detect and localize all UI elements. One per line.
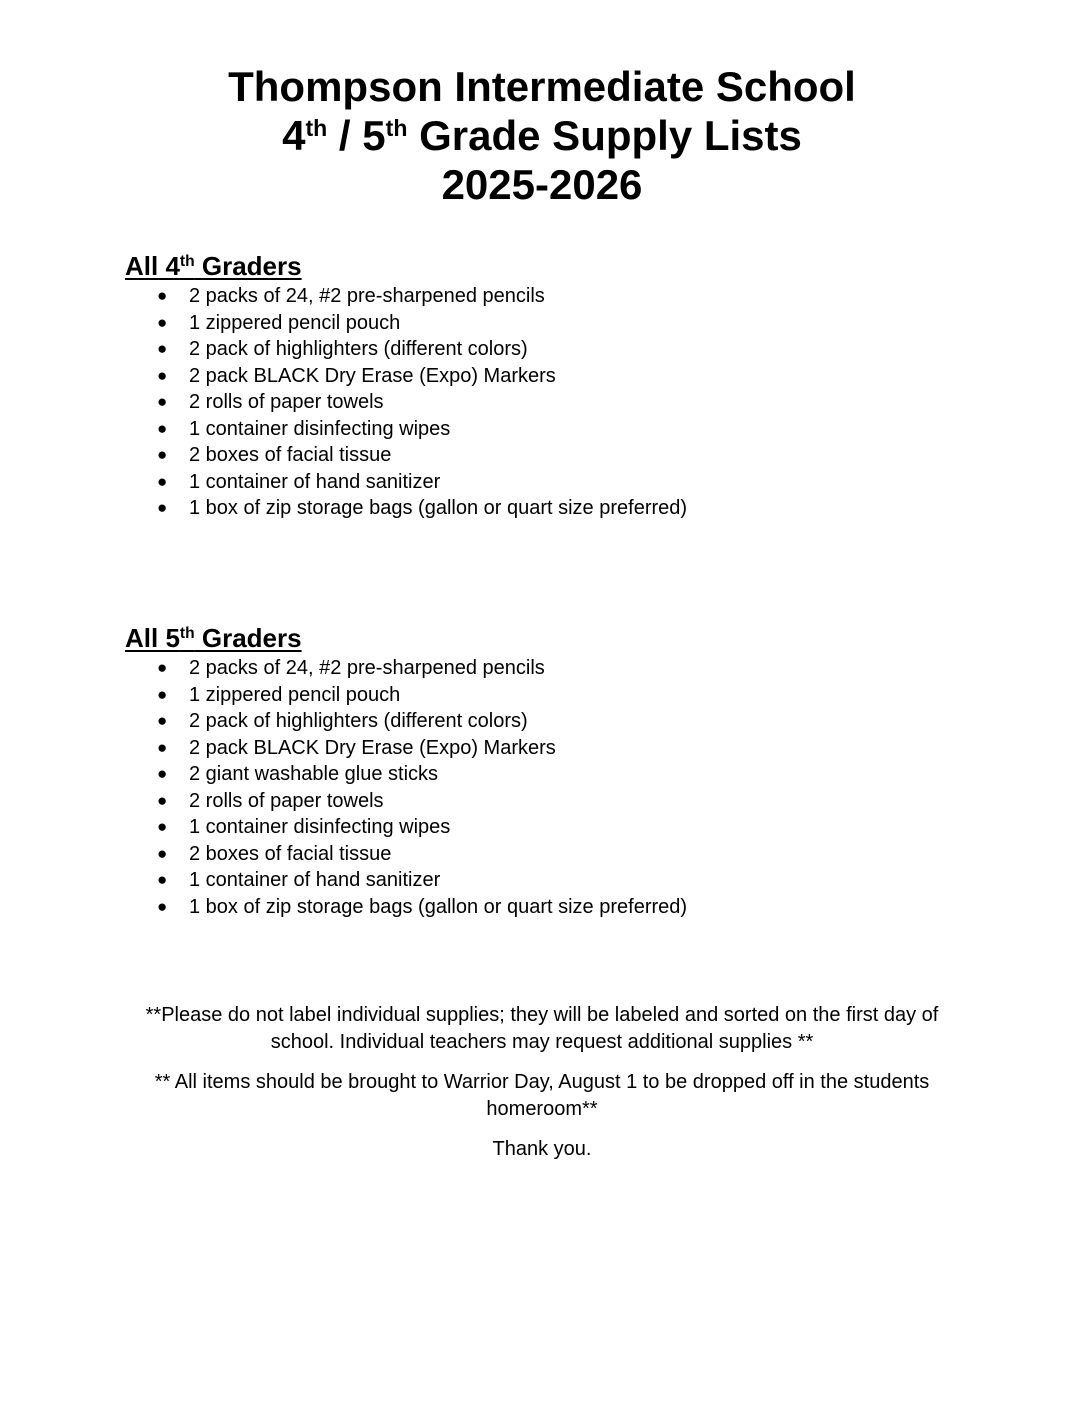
list-item-text: 2 boxes of facial tissue	[189, 444, 392, 466]
list-item-text: 2 rolls of paper towels	[189, 789, 384, 812]
bullet-icon: ●	[157, 843, 168, 863]
list-item-text: 2 rolls of paper towels	[189, 391, 384, 413]
list-item	[125, 363, 985, 390]
list-item-text: 2 boxes of facial tissue	[189, 842, 392, 865]
bullet-icon: ●	[157, 312, 168, 332]
supply-list-title	[0, 111, 1084, 160]
list-item-text: 1 container of hand sanitizer	[189, 869, 441, 891]
heading-prefix: All 4	[125, 251, 180, 281]
grade-5-heading	[125, 621, 985, 655]
school-name: Thompson Intermediate School	[228, 63, 856, 110]
page-title	[0, 62, 1084, 209]
list-item	[125, 894, 985, 921]
heading-prefix: All 5	[125, 623, 180, 653]
list-item	[125, 336, 985, 363]
bullet-icon: ●	[157, 339, 168, 358]
ordinal-suffix: th	[385, 115, 408, 142]
bullet-icon: ●	[157, 737, 168, 757]
list-item	[125, 416, 985, 443]
list-item-text: 2 packs of 24, #2 pre-sharpened pencils	[189, 285, 545, 307]
heading-suffix: Graders	[194, 623, 302, 653]
list-item-text: 1 zippered pencil pouch	[189, 683, 401, 706]
bullet-icon: ●	[157, 418, 168, 438]
list-item	[125, 788, 985, 815]
list-item	[125, 867, 985, 894]
list-item	[125, 495, 985, 522]
dropoff-note: ** All items should be brought to Warrior Day, August 1 to be dropped off in the students homeroom**	[154, 1071, 930, 1120]
label-note: **Please do not label individual supplies; they will be labeled and sorted on the first day of school. Individual teachers may request additional supplies **	[145, 1004, 939, 1053]
bullet-icon: ●	[157, 658, 168, 677]
bullet-icon: ●	[157, 817, 168, 836]
school-year: 2025-2026	[441, 161, 643, 208]
bullet-icon: ●	[157, 286, 168, 305]
list-item-text: 2 giant washable glue sticks	[189, 763, 439, 785]
ordinal-suffix: th	[305, 115, 328, 142]
grade-4-heading	[125, 249, 985, 283]
bullet-icon: ●	[157, 790, 168, 810]
list-item-text: 1 container of hand sanitizer	[189, 470, 441, 493]
grade-4-supply-list	[125, 283, 985, 522]
grade-separator: / 5	[327, 112, 386, 159]
list-item-text: 1 container disinfecting wipes	[189, 816, 451, 838]
list-item-text: 2 pack of highlighters (different colors)	[189, 338, 528, 360]
list-item	[125, 389, 985, 416]
bullet-icon: ●	[157, 764, 168, 783]
list-item	[125, 283, 985, 310]
list-item	[125, 841, 985, 868]
list-item-text: 1 box of zip storage bags (gallon or quart size preferred)	[189, 895, 688, 918]
bullet-icon: ●	[157, 498, 168, 517]
list-item-text: 2 pack BLACK Dry Erase (Expo) Markers	[189, 736, 556, 759]
bullet-icon: ●	[157, 365, 168, 385]
list-item	[125, 310, 985, 337]
list-item	[125, 442, 985, 469]
bullet-icon: ●	[157, 684, 168, 704]
bullet-icon: ●	[157, 870, 168, 889]
list-item	[125, 814, 985, 841]
grade-5-section	[125, 621, 985, 920]
list-item-text: 2 pack of highlighters (different colors)	[189, 710, 528, 732]
bullet-icon: ●	[157, 392, 168, 411]
notes-section	[120, 1002, 964, 1177]
supply-list-label: Grade Supply Lists	[407, 112, 802, 159]
list-item	[125, 735, 985, 762]
list-item	[125, 655, 985, 682]
grade-5-supply-list	[125, 655, 985, 920]
bullet-icon: ●	[157, 711, 168, 730]
bullet-icon: ●	[157, 445, 168, 464]
ordinal-suffix: th	[179, 253, 195, 271]
list-item-text: 2 packs of 24, #2 pre-sharpened pencils	[189, 657, 545, 679]
list-item-text: 2 pack BLACK Dry Erase (Expo) Markers	[189, 364, 556, 387]
bullet-icon: ●	[157, 896, 168, 916]
thank-you-note: Thank you.	[492, 1138, 592, 1160]
heading-suffix: Graders	[194, 251, 302, 281]
list-item	[125, 469, 985, 496]
list-item	[125, 761, 985, 788]
grade-4-number: 4	[282, 112, 306, 159]
bullet-icon: ●	[157, 471, 168, 491]
list-item-text: 1 container disinfecting wipes	[189, 417, 451, 440]
list-item	[125, 682, 985, 709]
list-item	[125, 708, 985, 735]
list-item-text: 1 zippered pencil pouch	[189, 311, 401, 334]
ordinal-suffix: th	[179, 625, 195, 643]
list-item-text: 1 box of zip storage bags (gallon or quart size preferred)	[189, 497, 688, 519]
grade-4-section	[125, 249, 985, 522]
